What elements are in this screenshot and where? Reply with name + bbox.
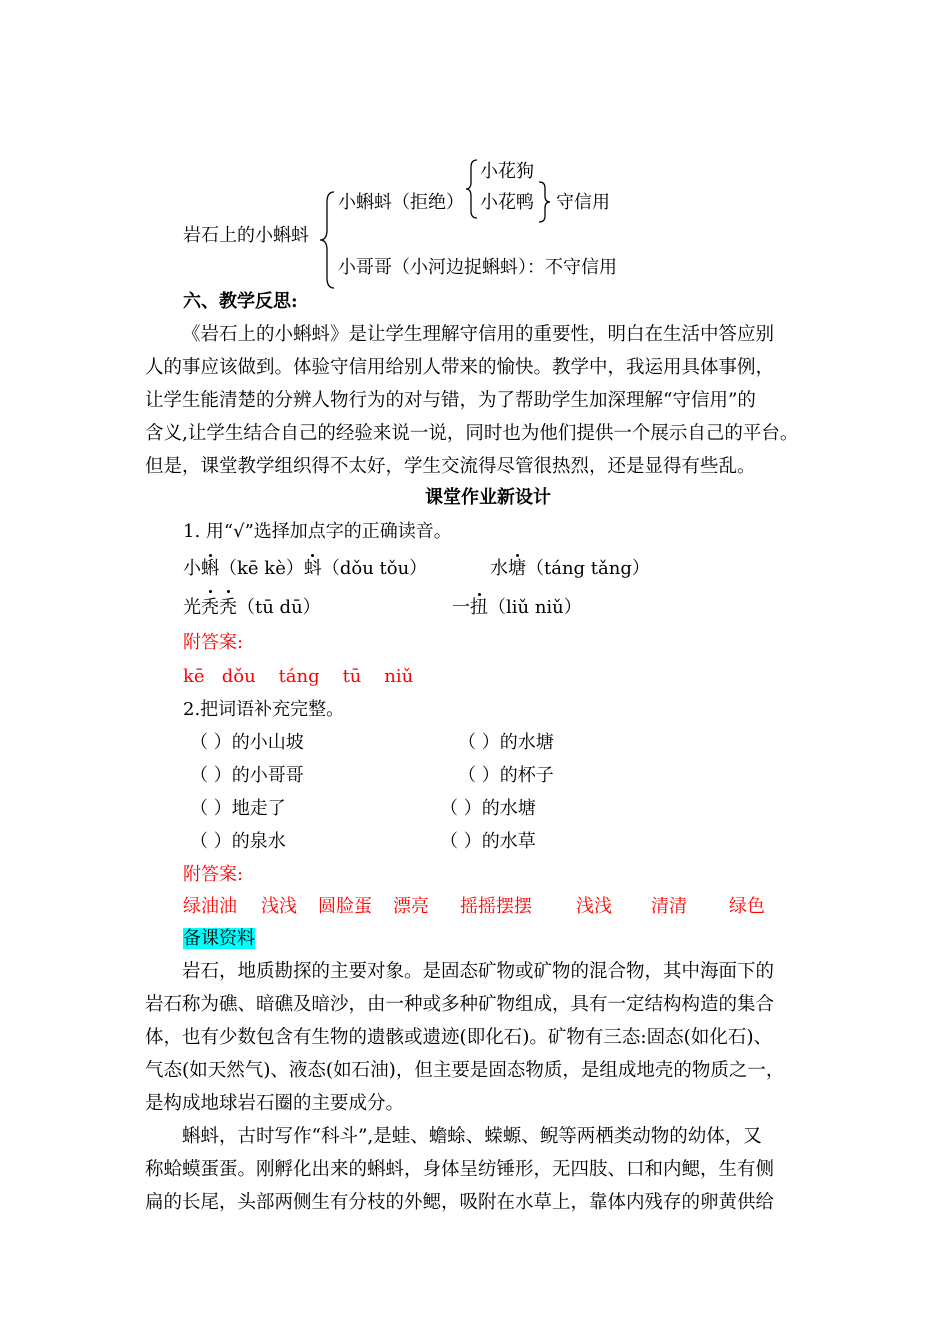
- resources-line: 称蛤蟆蛋蛋。刚孵化出来的蝌蚪，身体呈纺锤形，无四肢、口和内鳃，生有侧: [145, 1159, 775, 1180]
- resources-paragraph-2: [145, 1120, 825, 1219]
- left-brace-icon: [318, 190, 338, 290]
- diagram-branch2: 小哥哥（小河边捉蝌蚪）：不守信用: [338, 257, 617, 278]
- resources-line: 体，也有少数包含有生物的遗骸或遗迹(即化石)。矿物有三态:固态(如化石)、: [145, 1027, 773, 1048]
- resources-paragraph-1: [145, 955, 825, 1120]
- q2-answer: 清清: [651, 896, 687, 917]
- section6-title: 六、教学反思:: [183, 291, 298, 312]
- diagram-result1: 守信用: [556, 192, 610, 213]
- resources-line: 扁的长尾，头部两侧生有分枝的外鳃，吸附在水草上，靠体内残存的卵黄供给: [145, 1192, 775, 1213]
- q2-answer: 绿油油: [183, 896, 237, 917]
- section6-paragraph: [145, 318, 825, 483]
- q2-blank: （ ）的小哥哥: [190, 765, 304, 786]
- resources-line: 气态(如天然气)、液态(如石油)，但主要是固态物质，是组成地壳的物质之一，: [145, 1060, 785, 1081]
- q1-answers: kē dǒu táng tū niǔ: [183, 666, 414, 687]
- q1-answer-label: 附答案:: [183, 632, 244, 653]
- section6-line: 让学生能清楚的分辨人物行为的对与错，为了帮助学生加深理解“守信用”的: [145, 390, 756, 411]
- q2-answer: 浅浅: [261, 896, 297, 917]
- q2-answer: 绿色: [729, 896, 765, 917]
- section6-line: 《岩石上的小蝌蚪》是让学生理解守信用的重要性，明白在生活中答应别: [182, 324, 775, 345]
- q2-answer: 浅浅: [576, 896, 612, 917]
- q2-blank: （ ）的水草: [440, 831, 536, 852]
- section6-line: 但是，课堂教学组织得不太好，学生交流得尽管很热烈，还是显得有些乱。: [145, 456, 756, 477]
- q2-blank: （ ）的小山坡: [190, 732, 304, 753]
- q2-blank: （ ）的水塘: [440, 798, 536, 819]
- q2-blank: （ ）的杯子: [458, 765, 554, 786]
- resources-line: 岩石，地质勘探的主要对象。是固态矿物或矿物的混合物，其中海面下的: [182, 961, 775, 982]
- q2-answer-label: 附答案:: [183, 864, 244, 885]
- q1-item: 一扭（liǔ niǔ）: [452, 597, 582, 618]
- resources-label: 备课资料: [183, 928, 255, 949]
- resources-line: 是构成地球岩石圈的主要成分。: [145, 1093, 405, 1114]
- q1-prompt: 1. 用“√”选择加点字的正确读音。: [183, 521, 452, 542]
- sub-left-brace-icon: [464, 158, 480, 220]
- q2-blank: （ ）地走了: [190, 798, 286, 819]
- diagram-sub1: 小花狗: [480, 161, 534, 182]
- homework-title: 课堂作业新设计: [425, 487, 551, 508]
- q2-answer: 漂亮: [393, 896, 429, 917]
- diagram-branch1: 小蝌蚪（拒绝）: [338, 192, 464, 213]
- resources-line: 蝌蚪，古时写作“科斗”,是蛙、蟾蜍、蝾螈、鲵等两栖类动物的幼体，又: [182, 1126, 762, 1147]
- q2-prompt: 2.把词语补充完整。: [183, 699, 345, 720]
- q2-answer: 摇摇摆摆: [460, 896, 532, 917]
- section6-line: 人的事应该做到。体验守信用给别人带来的愉快。教学中，我运用具体事例，: [145, 357, 775, 378]
- section6-line: 含义,让学生结合自己的经验来说一说，同时也为他们提供一个展示自己的平台。: [145, 423, 799, 444]
- emphasis-dot: [209, 590, 212, 593]
- diagram-root: 岩石上的小蝌蚪: [183, 225, 309, 246]
- resources-line: 岩石称为礁、暗礁及暗沙，由一种或多种矿物组成，具有一定结构构造的集合: [145, 994, 775, 1015]
- q2-blank: （ ）的水塘: [458, 732, 554, 753]
- right-brace-icon: [536, 180, 552, 224]
- q1-item: 小蝌（kē kè）蚪（dǒu tǒu）: [183, 558, 428, 579]
- q2-answer: 圆脸蛋: [318, 896, 372, 917]
- diagram-sub2: 小花鸭: [480, 192, 534, 213]
- q2-blank: （ ）的泉水: [190, 831, 286, 852]
- q1-item: 水塘（táng tǎng）: [490, 558, 650, 579]
- q1-item: 光秃秃（tū dū）: [183, 597, 321, 618]
- emphasis-dot: [227, 590, 230, 593]
